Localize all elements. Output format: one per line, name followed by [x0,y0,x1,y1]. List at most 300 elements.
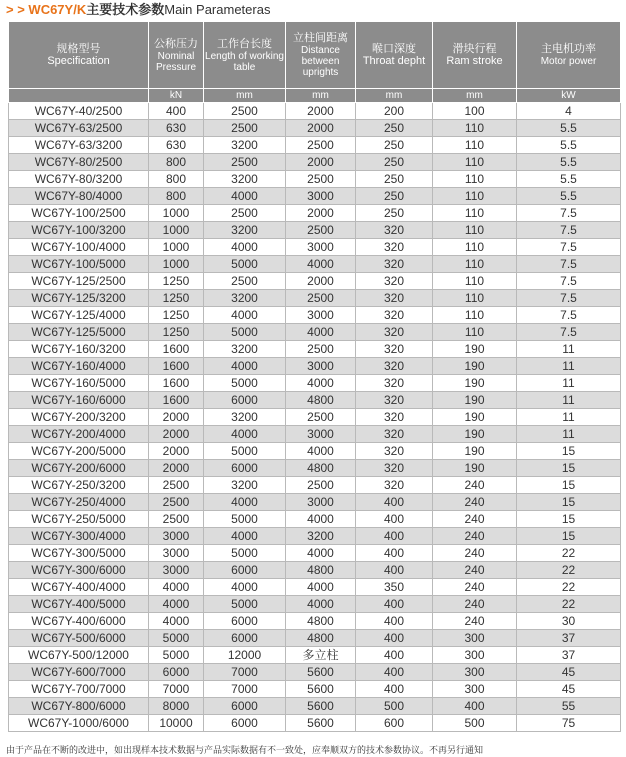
table-cell: 7.5 [517,324,621,341]
unit-cell: kW [517,89,621,103]
table-cell: WC67Y-63/2500 [9,120,149,137]
table-cell: 11 [517,392,621,409]
table-cell: 240 [433,613,517,630]
footnote: 由于产品在不断的改进中，如出现样本技术数据与产品实际数据有不一致处，应奉顺双方的技术参数协议。不再另行通知 [6,745,484,755]
table-cell: 240 [433,477,517,494]
table-cell: 320 [356,443,433,460]
table-cell: WC67Y-1000/6000 [9,715,149,732]
table-cell: 4000 [286,256,356,273]
table-row [9,647,621,664]
table-cell: 5000 [204,375,286,392]
table-cell: 3200 [204,171,286,188]
table-cell: 22 [517,562,621,579]
table-cell: WC67Y-250/5000 [9,511,149,528]
table-row [9,171,621,188]
table-cell: 2000 [286,103,356,120]
table-cell: 8000 [149,698,204,715]
table-cell: WC67Y-600/7000 [9,664,149,681]
table-cell: WC67Y-40/2500 [9,103,149,120]
table-cell: WC67Y-400/4000 [9,579,149,596]
table-row [9,664,621,681]
table-cell: 350 [356,579,433,596]
table-cell: 15 [517,443,621,460]
table-cell: 7.5 [517,205,621,222]
table-cell: 240 [433,579,517,596]
table-cell: 4000 [204,307,286,324]
table-cell: 1250 [149,307,204,324]
table-cell: 2500 [286,341,356,358]
table-cell: 4000 [149,579,204,596]
table-cell: 400 [356,681,433,698]
unit-cell: mm [204,89,286,103]
table-cell: 1250 [149,290,204,307]
table-cell: 240 [433,545,517,562]
table-cell: 320 [356,341,433,358]
table-cell: 7.5 [517,273,621,290]
table-cell: 250 [356,154,433,171]
table-cell: WC67Y-250/3200 [9,477,149,494]
table-row [9,392,621,409]
unit-cell: mm [356,89,433,103]
table-cell: 300 [433,630,517,647]
unit-cell: kN [149,89,204,103]
table-cell: 4000 [149,613,204,630]
table-row [9,579,621,596]
table-cell: 7.5 [517,256,621,273]
table-cell: 320 [356,477,433,494]
table-cell: 15 [517,460,621,477]
table-cell: 75 [517,715,621,732]
table-cell: 110 [433,307,517,324]
table-cell: 300 [433,647,517,664]
table-row [9,562,621,579]
table-cell: WC67Y-300/4000 [9,528,149,545]
table-cell: 3000 [149,562,204,579]
table-row [9,103,621,120]
table-cell: WC67Y-100/5000 [9,256,149,273]
table-row [9,528,621,545]
table-row [9,426,621,443]
table-cell: 110 [433,222,517,239]
table-cell: WC67Y-125/4000 [9,307,149,324]
table-cell: 800 [149,171,204,188]
table-cell: 6000 [204,392,286,409]
table-cell: WC67Y-300/6000 [9,562,149,579]
table-cell: 6000 [204,460,286,477]
table-cell: 110 [433,154,517,171]
table-cell: 7.5 [517,239,621,256]
unit-cell: mm [433,89,517,103]
table-cell: 1000 [149,205,204,222]
table-cell: 4800 [286,460,356,477]
title-arrows: > > [6,2,25,17]
table-row [9,630,621,647]
table-cell: 11 [517,358,621,375]
table-cell: 190 [433,358,517,375]
header-motor-power: 主电机功率 Motor power [517,22,621,89]
table-cell: 4000 [204,426,286,443]
table-cell: 3000 [286,307,356,324]
table-cell: WC67Y-500/6000 [9,630,149,647]
table-cell: 4800 [286,392,356,409]
table-cell: 6000 [204,562,286,579]
table-cell: 400 [356,664,433,681]
table-cell: 4 [517,103,621,120]
table-cell: 240 [433,596,517,613]
table-cell: 6000 [204,698,286,715]
table-cell: 2500 [149,477,204,494]
table-cell: 6000 [149,664,204,681]
table-cell: 3000 [149,545,204,562]
table-cell: 800 [149,188,204,205]
table-cell: 320 [356,273,433,290]
unit-cell [9,89,149,103]
table-cell: 320 [356,460,433,477]
table-body [9,103,621,732]
table-cell: 250 [356,120,433,137]
table-row [9,290,621,307]
title-model: WC67Y/K [28,2,87,17]
table-cell: 4000 [286,375,356,392]
table-cell: 4000 [286,579,356,596]
table-cell: 4000 [286,324,356,341]
table-cell: 190 [433,341,517,358]
table-cell: 250 [356,188,433,205]
header-ram-stroke: 滑块行程 Ram stroke [433,22,517,89]
table-cell: 6000 [204,715,286,732]
table-cell: 5600 [286,698,356,715]
table-cell: 5000 [204,596,286,613]
table-cell: 110 [433,290,517,307]
table-cell: WC67Y-200/5000 [9,443,149,460]
table-row [9,477,621,494]
table-cell: 15 [517,494,621,511]
table-cell: 300 [433,664,517,681]
table-cell: 2500 [149,494,204,511]
table-cell: 190 [433,409,517,426]
table-cell: 320 [356,392,433,409]
table-cell: WC67Y-300/5000 [9,545,149,562]
table-cell: 2500 [286,137,356,154]
table-cell: 5000 [204,256,286,273]
table-cell: 5.5 [517,120,621,137]
table-cell: 2500 [204,103,286,120]
table-cell: 30 [517,613,621,630]
table-cell: 240 [433,494,517,511]
table-row [9,375,621,392]
table-cell: 110 [433,239,517,256]
table-cell: 500 [356,698,433,715]
table-cell: 11 [517,375,621,392]
table-cell: 4000 [149,596,204,613]
table-cell: WC67Y-100/3200 [9,222,149,239]
table-cell: WC67Y-200/6000 [9,460,149,477]
table-cell: 5.5 [517,137,621,154]
table-cell: 5000 [149,630,204,647]
table-cell: 110 [433,137,517,154]
table-cell: 400 [356,494,433,511]
table-cell: 500 [433,715,517,732]
table-cell: 110 [433,256,517,273]
table-cell: WC67Y-250/4000 [9,494,149,511]
table-cell: 2500 [204,120,286,137]
table-cell: 190 [433,392,517,409]
table-cell: 400 [356,528,433,545]
table-row [9,596,621,613]
table-cell: WC67Y-700/7000 [9,681,149,698]
table-row [9,256,621,273]
table-cell: WC67Y-200/3200 [9,409,149,426]
table-cell: 3200 [204,222,286,239]
table-cell: WC67Y-160/4000 [9,358,149,375]
table-cell: 7000 [204,664,286,681]
table-cell: 4800 [286,613,356,630]
table-cell: 2500 [204,154,286,171]
table-cell: 3000 [149,528,204,545]
table-cell: 400 [356,562,433,579]
table-row [9,273,621,290]
table-cell: 250 [356,171,433,188]
table-cell: WC67Y-80/4000 [9,188,149,205]
table-cell: 1000 [149,239,204,256]
table-cell: WC67Y-125/2500 [9,273,149,290]
table-cell: 55 [517,698,621,715]
table-cell: 2000 [286,273,356,290]
table-cell: 240 [433,562,517,579]
table-row [9,324,621,341]
unit-cell: mm [286,89,356,103]
table-cell: 5600 [286,715,356,732]
table-cell: 2500 [286,409,356,426]
table-row [9,698,621,715]
table-row [9,494,621,511]
header-distance-uprights: 立柱间距离 Distance between uprights [286,22,356,89]
table-cell: 5.5 [517,171,621,188]
table-cell: 250 [356,205,433,222]
table-cell: WC67Y-125/5000 [9,324,149,341]
table-cell: 5.5 [517,188,621,205]
table-cell: 110 [433,205,517,222]
table-row [9,715,621,732]
table-cell: 800 [149,154,204,171]
table-cell: 320 [356,375,433,392]
table-row [9,358,621,375]
table-cell: 110 [433,171,517,188]
table-cell: 320 [356,307,433,324]
table-cell: 7000 [204,681,286,698]
table-cell: 11 [517,426,621,443]
table-cell: 2000 [149,460,204,477]
table-cell: 110 [433,120,517,137]
table-cell: 12000 [204,647,286,664]
table-cell: WC67Y-160/5000 [9,375,149,392]
table-cell: WC67Y-100/4000 [9,239,149,256]
table-cell: 400 [149,103,204,120]
table-cell: 4000 [286,511,356,528]
table-cell: 5000 [149,647,204,664]
table-cell: 1000 [149,222,204,239]
table-row [9,188,621,205]
table-cell: 110 [433,273,517,290]
header-specification: 规格型号 Specification [9,22,149,89]
table-cell: 320 [356,239,433,256]
table-cell: 320 [356,358,433,375]
table-cell: WC67Y-160/6000 [9,392,149,409]
table-cell: 4000 [204,239,286,256]
table-cell: 320 [356,426,433,443]
table-cell: 45 [517,664,621,681]
table-cell: 3200 [204,290,286,307]
table-cell: 4000 [204,358,286,375]
table-cell: WC67Y-80/3200 [9,171,149,188]
table-cell: 2000 [286,205,356,222]
table-cell: 22 [517,545,621,562]
table-cell: 2500 [204,205,286,222]
table-cell: 190 [433,375,517,392]
table-cell: 400 [356,647,433,664]
table-cell: 3200 [204,137,286,154]
table-cell: 3200 [286,528,356,545]
table-row [9,120,621,137]
table-row [9,341,621,358]
table-cell: 4800 [286,562,356,579]
table-cell: 400 [356,596,433,613]
table-cell: 600 [356,715,433,732]
table-cell: 4000 [204,188,286,205]
table-row [9,460,621,477]
table-cell: 3000 [286,188,356,205]
table-cell: 11 [517,341,621,358]
table-cell: WC67Y-63/3200 [9,137,149,154]
header-row [9,22,621,89]
table-cell: 1600 [149,358,204,375]
table-cell: 2000 [149,426,204,443]
table-cell: 7.5 [517,222,621,239]
table-cell: 7.5 [517,307,621,324]
table-cell: 190 [433,426,517,443]
table-cell: 320 [356,409,433,426]
table-cell: 3000 [286,358,356,375]
table-cell: 400 [356,511,433,528]
table-cell: 2000 [149,443,204,460]
table-cell: 320 [356,290,433,307]
table-cell: 3000 [286,426,356,443]
table-cell: 100 [433,103,517,120]
unit-row [9,89,621,103]
table-row [9,239,621,256]
table-row [9,613,621,630]
table-cell: 2500 [286,290,356,307]
table-cell: WC67Y-100/2500 [9,205,149,222]
table-cell: 630 [149,137,204,154]
table-row [9,511,621,528]
table-row [9,307,621,324]
table-cell: 190 [433,460,517,477]
table-cell: 4000 [204,579,286,596]
main-parameters-table [8,21,621,732]
table-cell: 3000 [286,239,356,256]
table-cell: 7000 [149,681,204,698]
table-cell: 4000 [204,528,286,545]
table-cell: 6000 [204,613,286,630]
table-cell: 4000 [286,545,356,562]
table-cell: 10000 [149,715,204,732]
table-cell: 7.5 [517,290,621,307]
table-cell: 5.5 [517,154,621,171]
table-cell: 6000 [204,630,286,647]
table-cell: 190 [433,443,517,460]
table-row [9,154,621,171]
table-cell: 1250 [149,324,204,341]
table-cell: WC67Y-800/6000 [9,698,149,715]
section-title [6,1,270,19]
table-cell: 37 [517,630,621,647]
table-cell: 250 [356,137,433,154]
table-cell: WC67Y-160/3200 [9,341,149,358]
table-cell: 3000 [286,494,356,511]
table-cell: 3200 [204,477,286,494]
table-cell: 240 [433,528,517,545]
table-cell: 1600 [149,375,204,392]
table-cell: 2500 [286,171,356,188]
header-throat-depth: 喉口深度 Throat depht [356,22,433,89]
table-cell: 3200 [204,409,286,426]
table-cell: 2000 [286,120,356,137]
table-cell: 15 [517,477,621,494]
table-cell: 5600 [286,664,356,681]
table-cell: 3200 [204,341,286,358]
table-cell: 22 [517,596,621,613]
table-cell: 4000 [286,596,356,613]
table-cell: 37 [517,647,621,664]
table-cell: 630 [149,120,204,137]
table-cell: 200 [356,103,433,120]
table-cell: 15 [517,511,621,528]
table-cell: 240 [433,511,517,528]
table-cell: 1600 [149,392,204,409]
table-cell: 5600 [286,681,356,698]
table-cell: WC67Y-125/3200 [9,290,149,307]
table-cell: 2000 [149,409,204,426]
table-cell: 320 [356,256,433,273]
table-cell: 1600 [149,341,204,358]
table-row [9,409,621,426]
table-row [9,681,621,698]
table-cell: WC67Y-400/5000 [9,596,149,613]
table-cell: 4000 [286,443,356,460]
table-cell: 22 [517,579,621,596]
table-cell: 400 [433,698,517,715]
table-row [9,545,621,562]
table-cell: 5000 [204,545,286,562]
table-cell: 300 [433,681,517,698]
table-cell: 110 [433,188,517,205]
table-cell: WC67Y-500/12000 [9,647,149,664]
title-en: Main Parameteras [164,2,271,17]
table-cell: 1000 [149,256,204,273]
table-cell: 5000 [204,511,286,528]
table-cell: 15 [517,528,621,545]
table-cell: 2000 [286,154,356,171]
table-cell: 45 [517,681,621,698]
table-cell: 320 [356,222,433,239]
table-cell: WC67Y-200/4000 [9,426,149,443]
table-cell: 110 [433,324,517,341]
title-cn: 主要技术参数 [86,2,165,17]
table-cell: 11 [517,409,621,426]
table-row [9,137,621,154]
table-cell: 2500 [286,477,356,494]
